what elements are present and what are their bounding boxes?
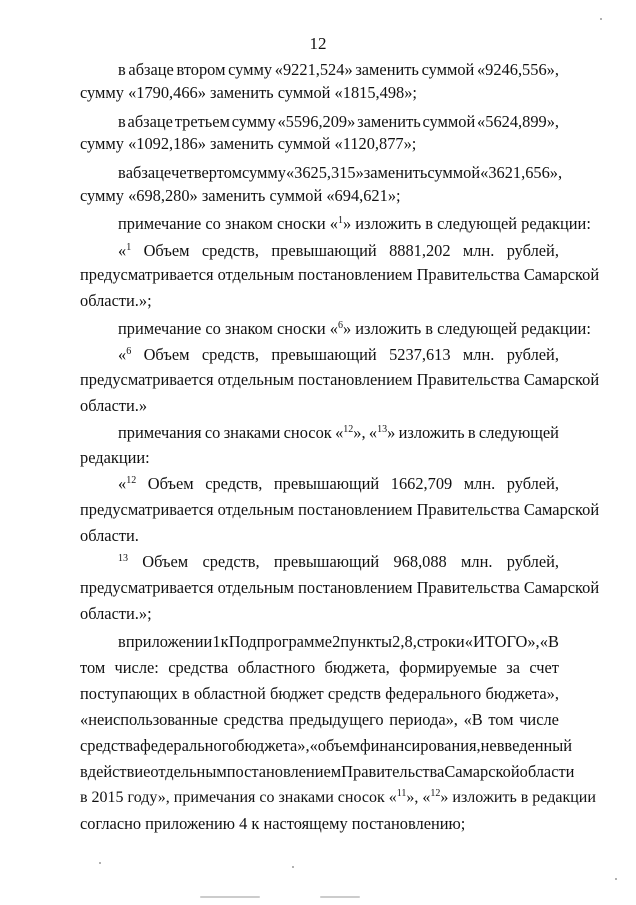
text-line: «$^{12}$ Объем средств, превышающий 1662,709 млн. рублей, xyxy=(118,474,559,493)
text-line: примечания со знаками сносок «$^{12}$», «$^{13}$» изложить в следующей xyxy=(118,423,559,442)
scan-speck xyxy=(320,896,360,898)
text-line: в действие отдельным постановлением Правительства Самарской области xyxy=(80,762,575,781)
text-line: том числе: средства областного бюджета, формируемые за счет xyxy=(80,658,559,677)
text-line: предусматривается отдельным постановлением Правительства Самарской xyxy=(80,370,600,389)
text-line: области. xyxy=(80,526,139,545)
text-line: в абзаце втором сумму «9221,524» заменить суммой «9246,556», xyxy=(118,60,559,79)
text-line: «неиспользованные средства предыдущего периода», «В том числе xyxy=(80,710,559,729)
text-line: в абзаце третьем сумму «5596,209» заменить суммой «5624,899», xyxy=(118,112,559,131)
text-line: сумму «1790,466» заменить суммой «1815,498»; xyxy=(80,83,417,102)
text-line: в приложении 1 к Подпрограмме 2 пункты 2, 8, строки «ИТОГО», «В xyxy=(118,632,559,651)
scan-speck xyxy=(200,896,260,898)
text-line: области.»; xyxy=(80,291,152,310)
text-line: предусматривается отдельным постановлением Правительства Самарской xyxy=(80,578,600,597)
text-line: $^{13}$ Объем средств, превышающий 968,088 млн. рублей, xyxy=(118,552,559,571)
text-line: «$^6$ Объем средств, превышающий 5237,613 млн. рублей, xyxy=(118,345,559,364)
text-line: поступающих в областной бюджет средств федерального бюджета», xyxy=(80,684,559,703)
text-line: области.» xyxy=(80,396,148,415)
scan-speck xyxy=(615,878,617,880)
text-line: средства федерального бюджета», «объем финансирования, не введенный xyxy=(80,736,573,755)
text-line: предусматривается отдельным постановлением Правительства Самарской xyxy=(80,500,600,519)
text-line: согласно приложению 4 к настоящему постановлению; xyxy=(80,814,466,833)
text-line: примечание со знаком сноски «$^1$» изложить в следующей редакции: xyxy=(118,214,591,233)
text-line: «$^1$ Объем средств, превышающий 8881,202 млн. рублей, xyxy=(118,241,559,260)
text-line: предусматривается отдельным постановлением Правительства Самарской xyxy=(80,265,600,284)
scan-speck xyxy=(99,862,101,864)
text-line: примечание со знаком сноски «$^6$» изложить в следующей редакции: xyxy=(118,319,591,338)
scan-speck xyxy=(600,18,602,20)
text-line: сумму «698,280» заменить суммой «694,621»; xyxy=(80,186,401,205)
text-line: в абзаце четвертом сумму «3625,315» заменить суммой «3621,656», xyxy=(118,163,563,182)
scan-speck xyxy=(292,866,294,868)
text-line: редакции: xyxy=(80,448,150,467)
page-number: 12 xyxy=(309,34,327,53)
text-line: сумму «1092,186» заменить суммой «1120,877»; xyxy=(80,134,417,153)
text-line: в 2015 году», примечания со знаками сносок «$^{11}$», «$^{12}$» изложить в редакции xyxy=(80,788,596,806)
text-line: области.»; xyxy=(80,604,152,623)
